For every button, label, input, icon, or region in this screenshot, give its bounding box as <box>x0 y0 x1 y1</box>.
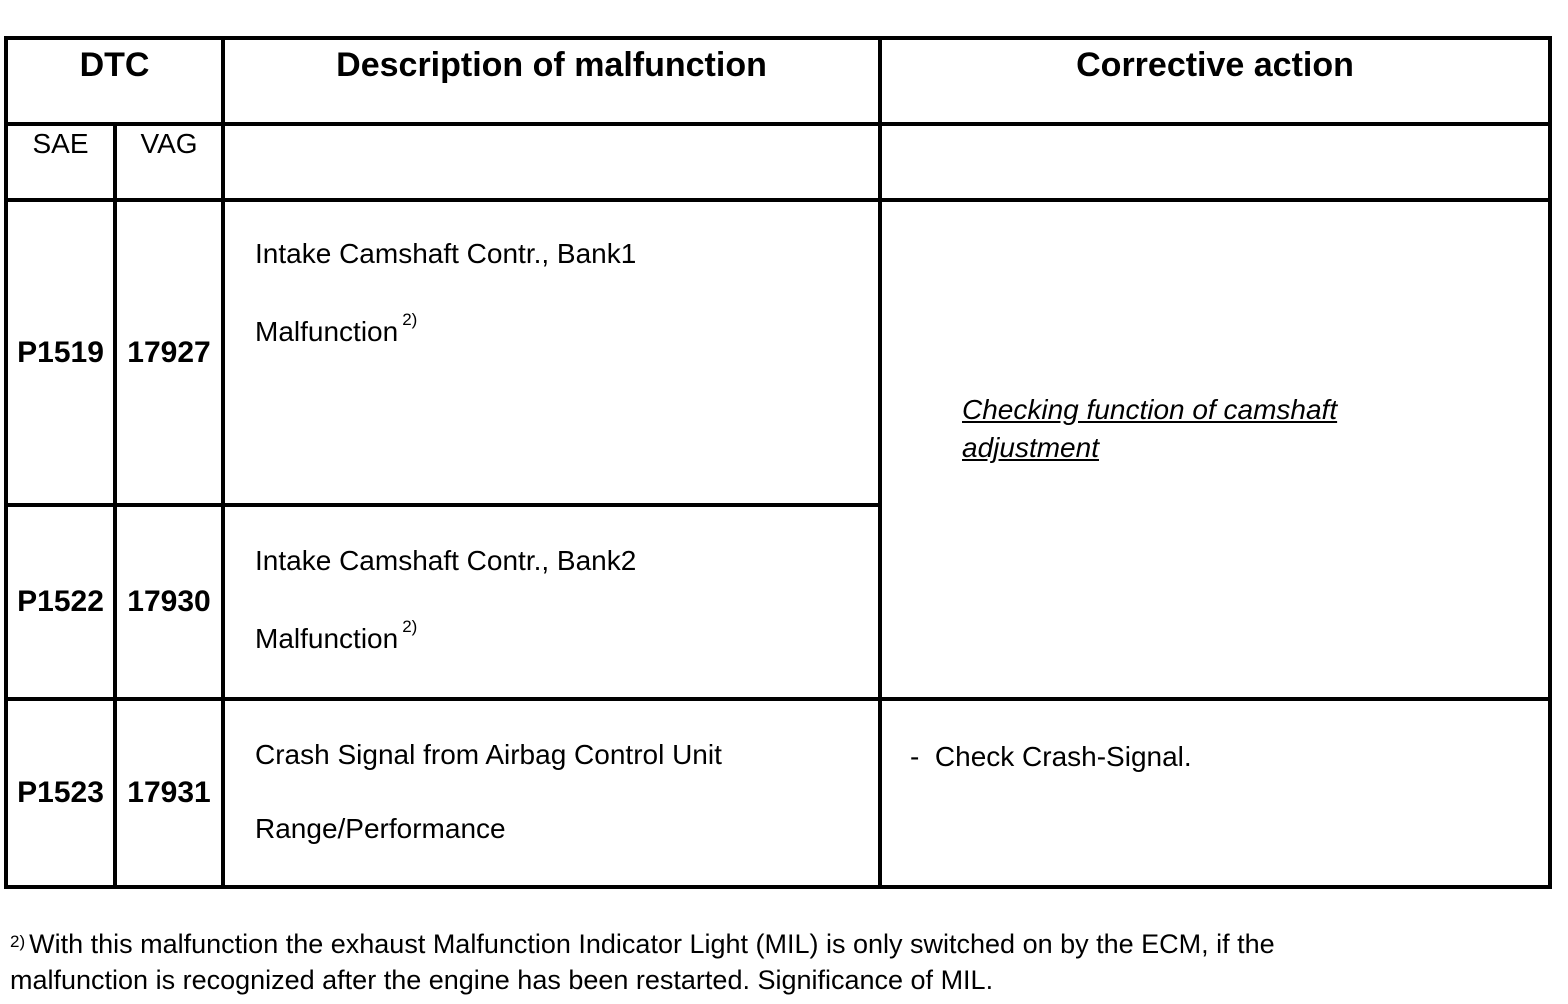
sae-code: P1519 <box>6 200 115 505</box>
header-corrective-action: Corrective action <box>880 38 1550 124</box>
malfunction-description <box>223 505 880 699</box>
sae-code: P1523 <box>6 699 115 887</box>
header-description: Description of malfunction <box>223 38 880 124</box>
header-vag: VAG <box>115 124 223 200</box>
vag-code: 17930 <box>115 505 223 699</box>
subheader-corrective-empty <box>880 124 1550 200</box>
footnote-text: With this malfunction the exhaust Malfunction Indicator Light (MIL) is only switched on by the ECM, if the malfunction is recognized after the engine has been restarted. Significance of MIL. <box>10 929 1275 995</box>
malfunction-description <box>223 200 880 505</box>
description-line-2: Malfunction $^{2)}$ <box>255 310 418 347</box>
dtc-table <box>4 36 1552 889</box>
vag-code: 17927 <box>115 200 223 505</box>
subheader-row <box>6 124 1550 200</box>
footnote-mark: 2) <box>10 932 26 951</box>
header-sae: SAE <box>6 124 115 200</box>
footnote <box>10 926 1310 998</box>
header-dtc: DTC <box>6 38 223 124</box>
table-row <box>6 699 1550 887</box>
description-line-2: Range/Performance <box>255 813 506 844</box>
check-crash-signal-text: - Check Crash-Signal. <box>910 741 1192 772</box>
camshaft-adjustment-link[interactable]: Checking function of camshaft adjustment <box>962 393 1338 463</box>
footnote-mark: 2) <box>402 310 418 329</box>
description-line: Intake Camshaft Contr., Bank2 <box>255 545 637 576</box>
corrective-action-link-cell <box>880 200 1550 699</box>
sae-code: P1522 <box>6 505 115 699</box>
vag-code: 17931 <box>115 699 223 887</box>
table-row <box>6 200 1550 505</box>
corrective-action-text <box>880 699 1550 887</box>
description-line-2: Malfunction $^{2)}$ <box>255 617 418 654</box>
header-row <box>6 38 1550 124</box>
malfunction-description <box>223 699 880 887</box>
subheader-description-empty <box>223 124 880 200</box>
description-line: Intake Camshaft Contr., Bank1 <box>255 238 637 269</box>
description-line: Crash Signal from Airbag Control Unit <box>255 739 722 770</box>
footnote-mark: 2) <box>402 617 418 636</box>
